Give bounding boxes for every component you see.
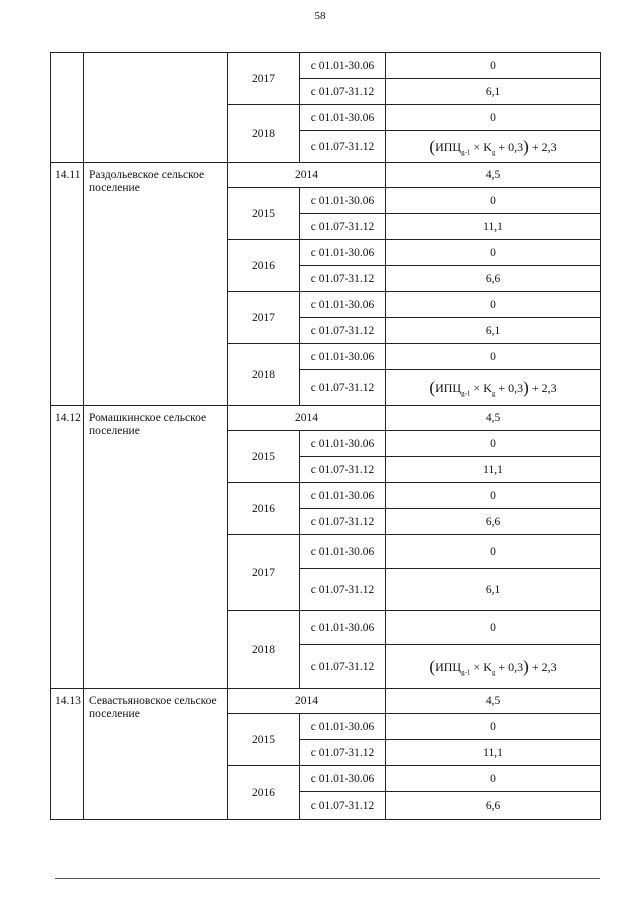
period-cell: с 01.01-30.06 xyxy=(300,535,386,569)
period-cell: с 01.01-30.06 xyxy=(300,611,386,645)
value-cell xyxy=(386,645,601,689)
value-cell: 0 xyxy=(386,292,601,318)
period-cell: с 01.01-30.06 xyxy=(300,766,386,792)
period-cell: с 01.01-30.06 xyxy=(300,431,386,457)
year-cell: 2016 xyxy=(228,240,300,292)
formula-main-sub: g-1 xyxy=(461,148,471,157)
value-cell: 0 xyxy=(386,240,601,266)
period-cell: с 01.07-31.12 xyxy=(300,214,386,240)
formula-main: ИПЦ xyxy=(435,140,462,155)
base-value: 4,5 xyxy=(386,689,601,714)
page-number: 58 xyxy=(314,10,326,22)
table-row xyxy=(51,406,601,431)
formula-tail: + 2,3 xyxy=(531,381,557,396)
year-cell: 2017 xyxy=(228,292,300,344)
value-cell: 0 xyxy=(386,105,601,131)
formula-k: K xyxy=(483,660,492,675)
value-cell: 0 xyxy=(386,535,601,569)
base-value: 4,5 xyxy=(386,406,601,431)
settlement-name: Раздольевское сельское поселение xyxy=(84,163,228,406)
table-row xyxy=(51,163,601,188)
period-cell: с 01.07-31.12 xyxy=(300,569,386,611)
year-cell: 2018 xyxy=(228,344,300,406)
formula-times: × xyxy=(473,381,481,396)
formula-plus-term: + 0,3 xyxy=(498,381,524,396)
value-cell: 0 xyxy=(386,766,601,792)
section-number xyxy=(51,53,84,163)
period-cell: с 01.07-31.12 xyxy=(300,370,386,406)
value-cell: 0 xyxy=(386,611,601,645)
period-cell: с 01.07-31.12 xyxy=(300,79,386,105)
footer-rule xyxy=(55,878,600,879)
period-cell: с 01.01-30.06 xyxy=(300,188,386,214)
period-cell: с 01.07-31.12 xyxy=(300,509,386,535)
value-cell: 0 xyxy=(386,53,601,79)
value-cell: 6,1 xyxy=(386,318,601,344)
period-cell: с 01.07-31.12 xyxy=(300,740,386,766)
formula-main: ИПЦ xyxy=(435,381,462,396)
value-cell: 0 xyxy=(386,714,601,740)
year-cell: 2015 xyxy=(228,714,300,766)
section-number: 14.12 xyxy=(51,406,84,689)
year-cell: 2017 xyxy=(228,53,300,105)
formula-times: × xyxy=(473,140,481,155)
formula-right-paren: ) xyxy=(523,137,529,157)
period-cell: с 01.01-30.06 xyxy=(300,714,386,740)
formula-plus-term: + 0,3 xyxy=(498,660,524,675)
formula-right-paren: ) xyxy=(523,657,529,677)
year-cell: 2018 xyxy=(228,105,300,163)
period-cell: с 01.01-30.06 xyxy=(300,344,386,370)
formula-k-sub: g xyxy=(491,668,496,677)
tariff-table xyxy=(50,52,601,820)
settlement-name xyxy=(84,53,228,163)
settlement-name: Ромашкинское сельское поселение xyxy=(84,406,228,689)
base-value: 4,5 xyxy=(386,163,601,188)
year-cell: 2015 xyxy=(228,431,300,483)
value-cell xyxy=(386,370,601,406)
period-cell: с 01.07-31.12 xyxy=(300,457,386,483)
period-cell: с 01.07-31.12 xyxy=(300,131,386,163)
formula-k: K xyxy=(483,140,492,155)
period-cell: с 01.07-31.12 xyxy=(300,645,386,689)
value-cell: 6,6 xyxy=(386,509,601,535)
value-cell: 6,1 xyxy=(386,569,601,611)
year-cell: 2018 xyxy=(228,611,300,689)
period-cell: с 01.01-30.06 xyxy=(300,53,386,79)
value-cell: 0 xyxy=(386,431,601,457)
value-cell: 6,6 xyxy=(386,792,601,820)
year-cell: 2017 xyxy=(228,535,300,611)
year-cell: 2016 xyxy=(228,483,300,535)
table-row xyxy=(51,689,601,714)
value-cell: 6,1 xyxy=(386,79,601,105)
formula-k-sub: g xyxy=(491,389,496,398)
period-cell: с 01.07-31.12 xyxy=(300,266,386,292)
year-cell: 2015 xyxy=(228,188,300,240)
value-cell: 11,1 xyxy=(386,214,601,240)
section-number: 14.11 xyxy=(51,163,84,406)
formula-tail: + 2,3 xyxy=(531,660,557,675)
formula-tail: + 2,3 xyxy=(531,140,557,155)
value-cell: 0 xyxy=(386,483,601,509)
period-cell: с 01.01-30.06 xyxy=(300,292,386,318)
formula-right-paren: ) xyxy=(523,378,529,398)
formula-left-paren: ( xyxy=(429,378,436,398)
formula-main: ИПЦ xyxy=(435,660,462,675)
section-number: 14.13 xyxy=(51,689,84,820)
value-cell: 6,6 xyxy=(386,266,601,292)
period-cell: с 01.01-30.06 xyxy=(300,483,386,509)
formula-plus-term: + 0,3 xyxy=(498,140,524,155)
formula-left-paren: ( xyxy=(429,657,436,677)
value-cell: 0 xyxy=(386,188,601,214)
formula-main-sub: g-1 xyxy=(461,389,471,398)
value-cell: 0 xyxy=(386,344,601,370)
base-year: 2014 xyxy=(228,689,386,714)
year-cell: 2016 xyxy=(228,766,300,820)
formula-main-sub: g-1 xyxy=(461,668,471,677)
value-cell: 11,1 xyxy=(386,740,601,766)
base-year: 2014 xyxy=(228,163,386,188)
period-cell: с 01.01-30.06 xyxy=(300,105,386,131)
value-cell xyxy=(386,131,601,163)
table-row xyxy=(51,53,601,79)
period-cell: с 01.07-31.12 xyxy=(300,318,386,344)
value-cell: 11,1 xyxy=(386,457,601,483)
formula-k-sub: g xyxy=(491,148,496,157)
formula-k: K xyxy=(483,381,492,396)
formula-times: × xyxy=(473,660,481,675)
formula-left-paren: ( xyxy=(429,137,436,157)
period-cell: с 01.01-30.06 xyxy=(300,240,386,266)
base-year: 2014 xyxy=(228,406,386,431)
period-cell: с 01.07-31.12 xyxy=(300,792,386,820)
settlement-name: Севастьяновское сельское поселение xyxy=(84,689,228,820)
